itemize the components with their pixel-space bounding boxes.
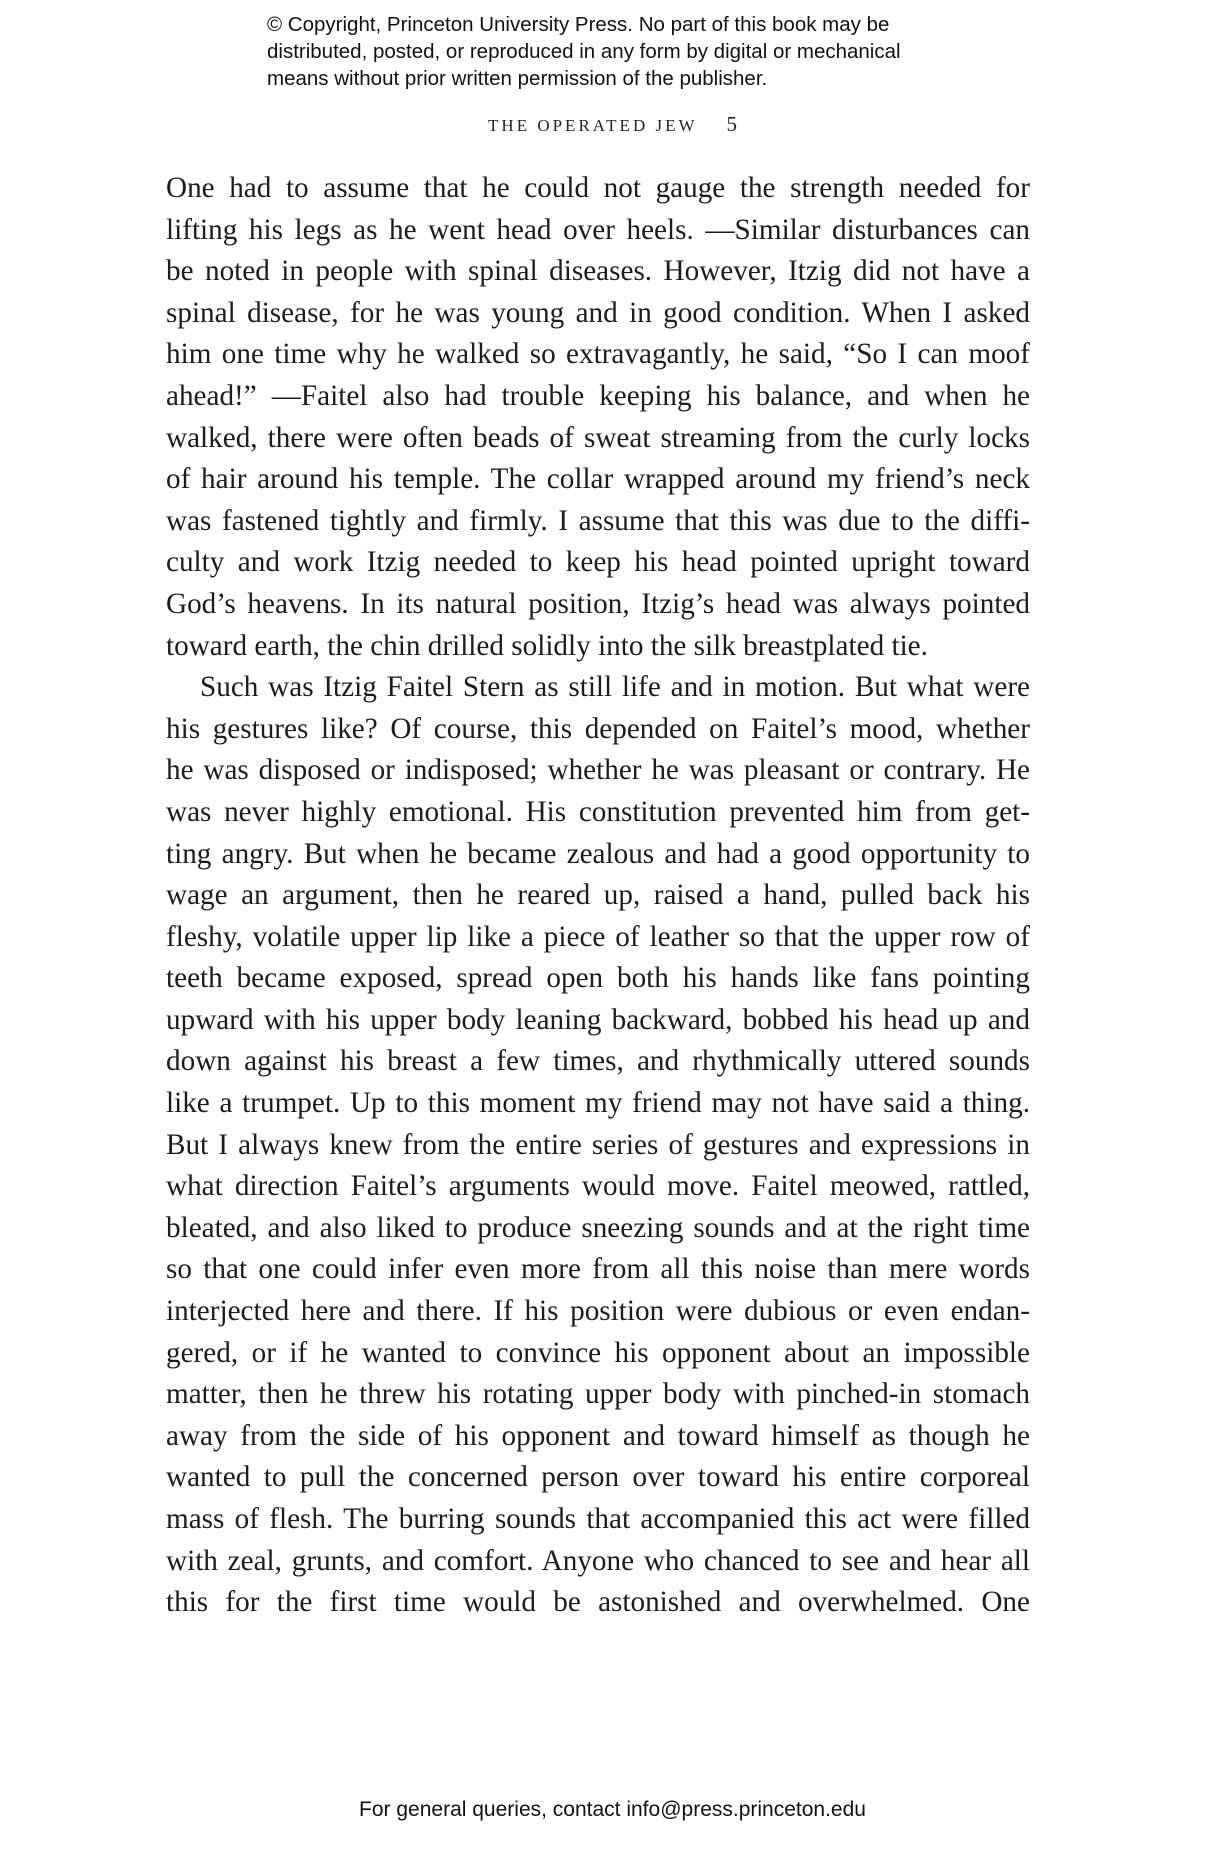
text-line: teeth became exposed, spread open both his hands like fans pointing	[166, 962, 1030, 995]
text-line: walked, there were often beads of sweat streaming from the curly locks	[166, 421, 1030, 454]
page-number: 5	[726, 112, 737, 136]
footer-contact: For general queries, contact info@press.princeton.edu	[359, 1798, 866, 1821]
text-line: wage an argument, then he reared up, raised a hand, pulled back his	[166, 879, 1030, 912]
text-line: like a trumpet. Up to this moment my friend may not have said a thing.	[166, 1087, 1030, 1120]
text-line: toward earth, the chin drilled solidly into the silk breastplated tie.	[166, 629, 928, 662]
text-line: culty and work Itzig needed to keep his head pointed upright toward	[166, 546, 1030, 579]
copyright-line: distributed, posted, or reproduced in any form by digital or mechanical	[267, 40, 901, 63]
copyright-line: means without prior written permission of the publisher.	[267, 67, 768, 90]
text-line: with zeal, grunts, and comfort. Anyone who chanced to see and hear all	[166, 1544, 1030, 1577]
text-line: of hair around his temple. The collar wrapped around my friend’s neck	[166, 463, 1030, 496]
text-line: gered, or if he wanted to convince his opponent about an impossible	[166, 1336, 1030, 1369]
text-line: wanted to pull the concerned person over toward his entire corporeal	[166, 1461, 1030, 1494]
body-text	[166, 168, 1030, 1624]
paragraph	[166, 168, 1030, 667]
text-line: fleshy, volatile upper lip like a piece of leather so that the upper row of	[166, 920, 1030, 953]
text-line: so that one could infer even more from all this noise than mere words	[166, 1253, 1030, 1286]
text-line: be noted in people with spinal diseases. However, Itzig did not have a	[166, 255, 1030, 288]
text-line: God’s heavens. In its natural position, Itzig’s head was always pointed	[166, 587, 1030, 620]
text-line: ahead!” —Faitel also had trouble keeping his balance, and when he	[166, 379, 1030, 412]
text-line: his gestures like? Of course, this depended on Faitel’s mood, whether	[166, 712, 1030, 745]
copyright-notice	[267, 11, 1027, 92]
text-line: what direction Faitel’s arguments would move. Faitel meowed, rattled,	[166, 1170, 1030, 1203]
copyright-line: © Copyright, Princeton University Press. No part of this book may be	[267, 13, 890, 36]
text-line: upward with his upper body leaning backward, bobbed his head up and	[166, 1003, 1030, 1036]
running-head	[0, 112, 1225, 137]
text-line: him one time why he walked so extravagantly, he said, “So I can moof	[166, 338, 1030, 371]
text-line: he was disposed or indisposed; whether he was pleasant or contrary. He	[166, 754, 1030, 787]
text-line: ting angry. But when he became zealous and had a good opportunity to	[166, 837, 1030, 870]
text-line: down against his breast a few times, and rhythmically uttered sounds	[166, 1045, 1030, 1078]
text-line: this for the first time would be astonished and overwhelmed. One	[166, 1586, 1030, 1619]
text-line: was never highly emotional. His constitution prevented him from get-	[166, 795, 1030, 828]
text-line: interjected here and there. If his position were dubious or even endan-	[166, 1295, 1030, 1328]
text-line: spinal disease, for he was young and in good condition. When I asked	[166, 296, 1030, 329]
text-line: away from the side of his opponent and toward himself as though he	[166, 1419, 1030, 1452]
text-line: But I always knew from the entire series of gestures and expressions in	[166, 1128, 1030, 1161]
running-head-title: THE OPERATED JEW	[488, 116, 698, 135]
text-line: lifting his legs as he went head over heels. —Similar disturbances can	[166, 213, 1030, 246]
text-line: mass of flesh. The burring sounds that accompanied this act were filled	[166, 1503, 1030, 1535]
text-line: bleated, and also liked to produce sneezing sounds and at the right time	[166, 1211, 1030, 1244]
text-line: One had to assume that he could not gauge the strength needed for	[166, 172, 1030, 204]
text-line: Such was Itzig Faitel Stern as still life and in motion. But what were	[200, 671, 1030, 704]
text-line: was fastened tightly and firmly. I assume that this was due to the diffi-	[166, 504, 1030, 537]
text-line: matter, then he threw his rotating upper body with pinched-in stomach	[166, 1378, 1030, 1411]
paragraph	[166, 667, 1030, 1624]
